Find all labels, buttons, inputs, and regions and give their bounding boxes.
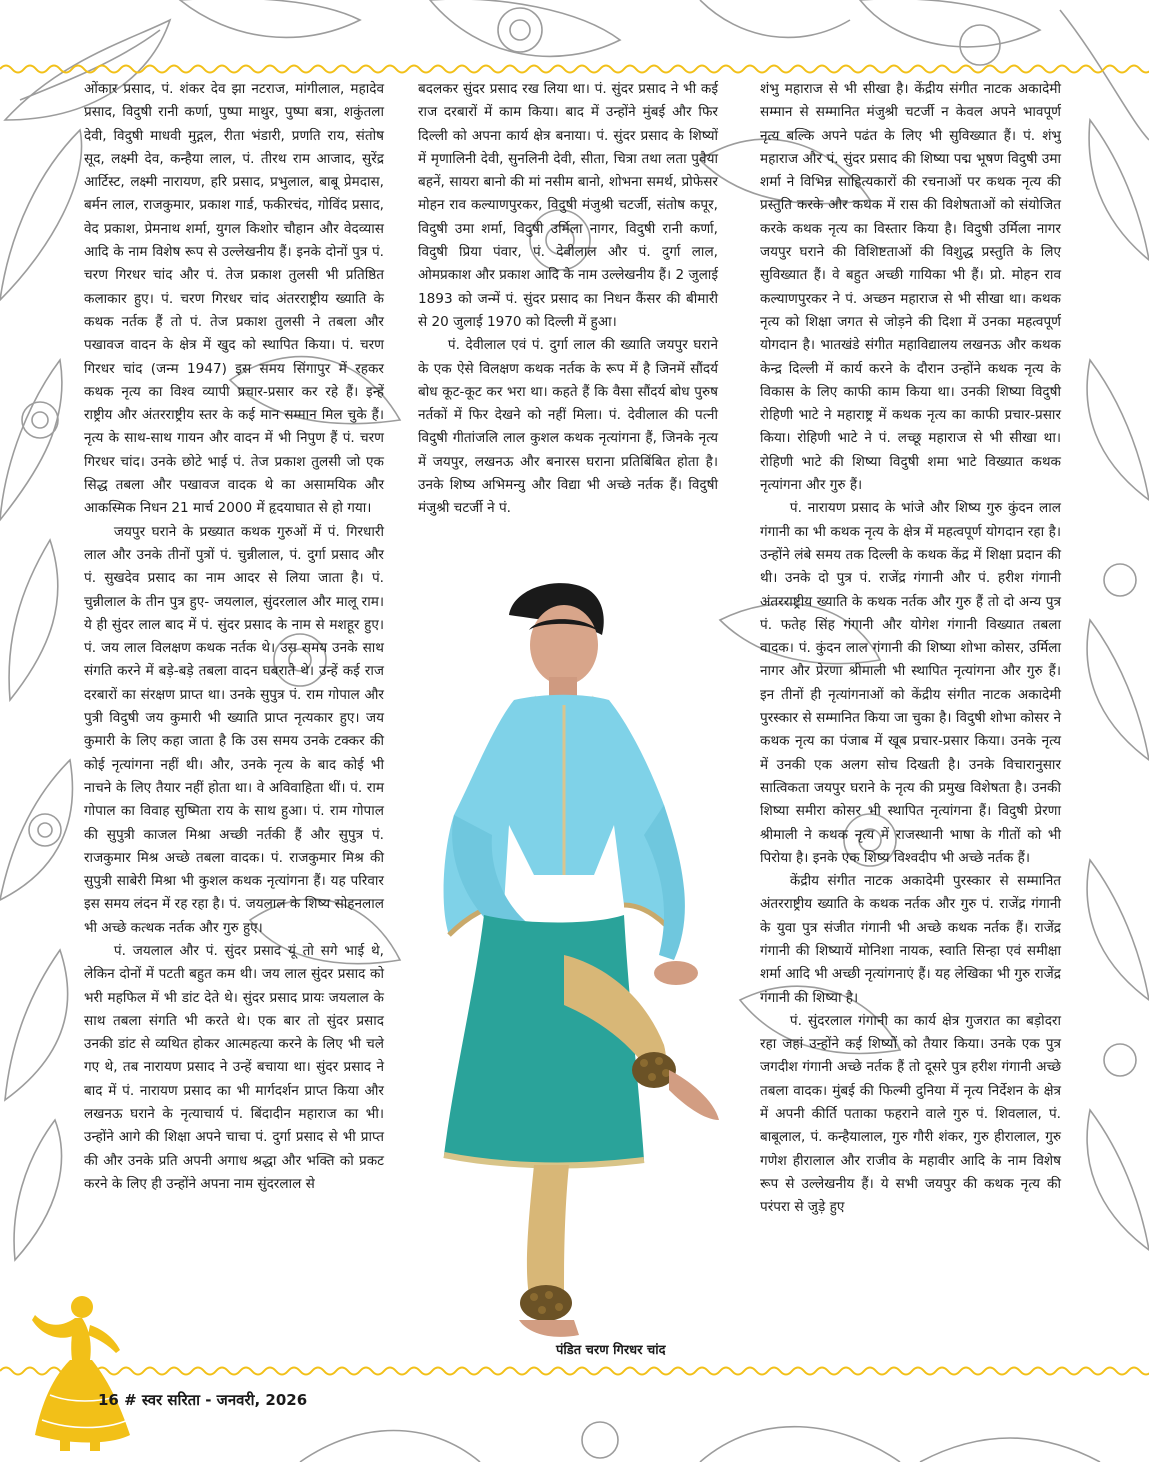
top-wavy-rule (0, 62, 1149, 76)
dancer-silhouette-icon (20, 1285, 140, 1455)
article-column-1 (84, 78, 384, 1196)
article-paragraph: बदलकर सुंदर प्रसाद रख लिया था। पं. सुंदर प्रसाद ने भी कई राज दरबारों में काम किया। बाद में उन्होंने मुंबई और फिर दिल्ली को अपना कार्य क्षेत्र बनाया। पं. सुंदर प्रसाद के शिष्यों में मृणालिनी देवी, सुनलिनी देवी, सीता, चित्रा तथा लता पुवैया बहनें, सायरा बानो की मां नसीम बानो, शोभना समर्थ, प्रोफेसर मोहन राव कल्याणपुरकर, विदुषी मंजुश्री चटर्जी, संतोष कपूर, विदुषी उमा शर्मा, विदुषी उर्मिला नागर, विदुषी रानी कर्णा, विदुषी प्रिया पंवार, पं. देवीलाल और पं. दुर्गा लाल, ओमप्रकाश और प्रकाश आदि के नाम उल्लेखनीय हैं। 2 जुलाई 1893 को जन्में पं. सुंदर प्रसाद का निधन कैंसर की बीमारी से 20 जुलाई 1970 को दिल्ली में हुआ। (418, 81, 718, 330)
article-paragraph: पं. जयलाल और पं. सुंदर प्रसाद यूं तो सगे भाई थे, लेकिन दोनों में पटती बहुत कम थी। जय लाल सुंदर प्रसाद को भरी महफिल में भी डांट देते थे। सुंदर प्रसाद प्रायः जयलाल के साथ तबला संगति भी करते थे। एक बार तो सुंदर प्रसाद उनकी डांट से व्यथित होकर आत्महत्या करने के लिए भी चले गए थे, तब नारायण प्रसाद ने उन्हें बचाया था। सुंदर प्रसाद ने बाद में पं. नारायण प्रसाद का भी मार्गदर्शन प्राप्त किया और लखनऊ घराने के नृत्याचार्य पं. बिंदादीन महाराज का भी। उन्होंने आगे की शिक्षा अपने चाचा पं. दुर्गा प्रसाद से भी प्राप्त की और उनके प्रति अपनी अगाध श्रद्धा और भक्ति को प्रकट करने के लिए ही उन्होंने अपना नाम सुंदरलाल से (84, 942, 384, 1192)
article-paragraph: ओंकार प्रसाद, पं. शंकर देव झा नटराज, मांगीलाल, महादेव प्रसाद, विदुषी रानी कर्णा, पुष्पा माथुर, पुष्पा बत्रा, शकुंतला देवी, विदुषी माधवी मुद्गल, रीता भंडारी, प्रणति राय, संतोष सूद, लक्ष्मी देव, कन्हैया लाल, पं. तीरथ राम आजाद, सुरेंद्र आर्टिस्ट, लक्ष्मी नारायण, हरि प्रसाद, प्रभुलाल, बाबू प्रेमदास, बर्मन लाल, राजकुमार, प्रकाश गार्ड, फकीरचंद, गोविंद प्रसाद, वेद प्रकाश, प्रेमनाथ शर्मा, युगल किशोर चौहान और वेदव्यास आदि के नाम विशेष रूप से उल्लेखनीय हैं। इनके दोनों पुत्र पं. चरण गिरधर चांद और पं. तेज प्रकाश तुलसी भी प्रतिष्ठित कलाकार हुए। पं. चरण गिरधर चांद अंतरराष्ट्रीय ख्याति के कथक नर्तक हैं तो पं. तेज प्रकाश तुलसी ने तबला और पखावज वादन के क्षेत्र में खुद को स्थापित किया। पं. चरण गिरधर चांद (जन्म 1947) इस समय सिंगापुर में रहकर कथक नृत्य का विश्व व्यापी प्रचार-प्रसार कर रहे हैं। इन्हें राष्ट्रीय और अंतरराष्ट्रीय स्तर के कई मान सम्मान मिल चुके हैं। नृत्य के साथ-साथ गायन और वादन में भी निपुण हैं पं. चरण गिरधर चांद। उनके छोटे भाई पं. तेज प्रकाश तुलसी जो एक सिद्ध तबला और पखावज वादक थे का असामयिक और आकस्मिक निधन 21 मार्च 2000 में हृदयाघात से हो गया। (84, 81, 384, 517)
article-paragraph: पं. सुंदरलाल गंगानी का कार्य क्षेत्र गुजरात का बड़ोदरा रहा जहां उन्होंने कई शिष्यों को तैयार किया। उनके एक पुत्र जगदीश गंगानी अच्छे नर्तक हैं तो दूसरे पुत्र हरीश गंगानी अच्छे तबला वादक। मुंबई की फिल्मी दुनिया में नृत्य निर्देशन के क्षेत्र में अपनी कीर्ति पताका फहराने वाले गुरु पं. शिवलाल, पं. बाबूलाल, पं. कन्हैयालाल, गुरु गौरी शंकर, गुरु हीरालाल, गुरु गणेश हीरालाल और राजीव के महावीर आदि के नाम विशेष रूप से उल्लेखनीय हैं। ये सभी जयपुर की कथक नृत्य की परंपरा से जुड़े हुए (760, 1012, 1061, 1216)
article-paragraph: शंभु महाराज से भी सीखा है। केंद्रीय संगीत नाटक अकादेमी सम्मान से सम्मानित मंजुश्री चटर्जी न केवल अपने भावपूर्ण नृत्य बल्कि अपने पढंत के लिए भी सुविख्यात हैं। पं. शंभु महाराज और पं. सुंदर प्रसाद की शिष्या पद्म भूषण विदुषी उमा शर्मा ने विभिन्न साहित्यकारों की रचनाओं पर कथक नृत्य की प्रस्तुति करके और कथक में रास की विशेषताओं को संयोजित करके कथक नृत्य का विस्तार किया है। विदुषी उर्मिला नागर जयपुर घराने की विशिष्टताओं की विशुद्ध प्रस्तुति के लिए सुविख्यात हैं। वे बहुत अच्छी गायिका भी हैं। प्रो. मोहन राव कल्याणपुरकर ने पं. अच्छन महाराज से भी सीखा था। कथक नृत्य को शिक्षा जगत से जोड़ने की दिशा में उनका महत्वपूर्ण योगदान है। भातखंडे संगीत महाविद्यालय लखनऊ और कथक केन्द्र दिल्ली में कार्य करने के दौरान उन्होंने कथक नृत्य के विकास के लिए काफी काम किया था। उनकी शिष्या विदुषी रोहिणी भाटे ने महाराष्ट्र में कथक नृत्य का काफी प्रचार-प्रसार किया। रोहिणी भाटे ने पं. लच्छू महाराज से भी सीखा था। रोहिणी भाटे की शिष्या विदुषी शमा भाटे विख्यात कथक नृत्यांगना और गुरु हैं। (760, 81, 1061, 494)
article-paragraph: जयपुर घराने के प्रख्यात कथक गुरुओं में पं. गिरधारी लाल और उनके तीनों पुत्रों पं. चुन्नीलाल, पं. दुर्गा प्रसाद और पं. सुखदेव प्रसाद का नाम आदर से लिया जाता है। पं. चुन्नीलाल के तीन पुत्र हुए- जयलाल, सुंदरलाल और मालू राम। ये ही सुंदर लाल बाद में पं. सुंदर प्रसाद के नाम से मशहूर हुए। पं. जय लाल विलक्षण कथक नर्तक थे। उस समय उनके साथ संगति करने में बड़े-बड़े तबला वादन घबराते थे। उन्हें कई राज दरबारों का संरक्षण प्राप्त था। उनके सुपुत्र पं. राम गोपाल और पुत्री विदुषी जय कुमारी भी ख्याति प्राप्त नृत्यकार हुए। जय कुमारी के लिए कहा जाता है कि उस समय उनके टक्कर की कोई नृत्यांगना नहीं थी। और, उनके नृत्य के बाद कोई भी नाचने के लिए तैयार नहीं होता था। वे अविवाहिता थीं। पं. राम गोपाल का विवाह सुष्मिता राय के साथ हुआ। पं. राम गोपाल की सुपुत्री काजल मिश्रा अच्छी नर्तकी हैं और सुपुत्र पं. राजकुमार मिश्र अच्छे तबला वादक। पं. राजकुमार मिश्र की सुपुत्री साबेरी मिश्रा भी कुशल कथक नृत्यांगना हैं। यह परिवार इस समय लंदन में रह रहा है। पं. जयलाल के शिष्य सोहनलाल भी अच्छे कत्थक नर्तक और गुरु हुए। (84, 523, 384, 936)
article-column-2 (418, 78, 718, 521)
kathak-dancer-photo (414, 575, 729, 1385)
photo-caption: पंडित चरण गिरधर चांद (556, 1343, 666, 1358)
article-column-3 (760, 78, 1061, 1220)
article-paragraph: पं. नारायण प्रसाद के भांजे और शिष्य गुरु कुंदन लाल गंगानी का भी कथक नृत्य के क्षेत्र में महत्वपूर्ण योगदान रहा है। उन्होंने लंबे समय तक दिल्ली के कथक केंद्र में शिक्षा प्रदान की थी। उनके दो पुत्र पं. राजेंद्र गंगानी और पं. हरीश गंगानी अंतरराष्ट्रीय ख्याति के कथक नर्तक और गुरु हैं तो दो अन्य पुत्र पं. फतेह सिंह गंगानी और योगेश गंगानी विख्यात तबला वादक। पं. कुंदन लाल गंगानी की शिष्या शोभा कोसर, उर्मिला नागर और प्रेरणा श्रीमाली भी स्थापित नृत्यांगना और गुरु हैं। इन तीनों ही नृत्यांगनाओं को केंद्रीय संगीत नाटक अकादेमी पुरस्कार से सम्मानित किया जा चुका है। विदुषी शोभा कोसर ने कथक नृत्य का पंजाब में खूब प्रचार-प्रसार किया। उनके नृत्य में उनकी एक अलग सोच दिखती है। उनके विचारानुसार सात्विकता जयपुर घराने के नृत्य की प्रमुख विशेषता है। उनकी शिष्या समीरा कोसर भी स्थापित नृत्यांगना हैं। विदुषी प्रेरणा श्रीमाली ने कथक नृत्य में राजस्थानी भाषा के गीतों को भी पिरोया है। इनके एक शिष्य विश्वदीप भी अच्छे नर्तक हैं। (760, 500, 1061, 866)
page-number-footer: 16 # स्वर सरिता - जनवरी, 2026 (98, 1391, 308, 1409)
article-paragraph: पं. देवीलाल एवं पं. दुर्गा लाल की ख्याति जयपुर घराने के एक ऐसे विलक्षण कथक नर्तक के रूप में है जिनमें सौंदर्य बोध कूट-कूट कर भरा था। कहते हैं कि वैसा सौंदर्य बोध पुरुष नर्तकों में फिर देखने को नहीं मिला। पं. देवीलाल की पत्नी विदुषी गीतांजलि लाल कुशल कथक नृत्यांगना हैं, जिनके नृत्य में जयपुर, लखनऊ और बनारस घराना प्रतिबिंबित होता है। उनके शिष्य अभिमन्यु और विद्या भी अच्छे नर्तक हैं। विदुषी मंजुश्री चटर्जी ने पं. (418, 337, 718, 517)
article-paragraph: केंद्रीय संगीत नाटक अकादेमी पुरस्कार से सम्मानित अंतरराष्ट्रीय ख्याति के कथक नर्तक और गुरु पं. राजेंद्र गंगानी के युवा पुत्र संजीत गंगानी भी अच्छे कथक नर्तक हैं। राजेंद्र गंगानी की शिष्यायें मोनिशा नायक, स्वाति सिन्हा एवं समीक्षा शर्मा आदि भी अच्छी नृत्यांगनाएं हैं। यह लेखिका भी गुरु राजेंद्र गंगानी की शिष्या है। (760, 873, 1061, 1006)
